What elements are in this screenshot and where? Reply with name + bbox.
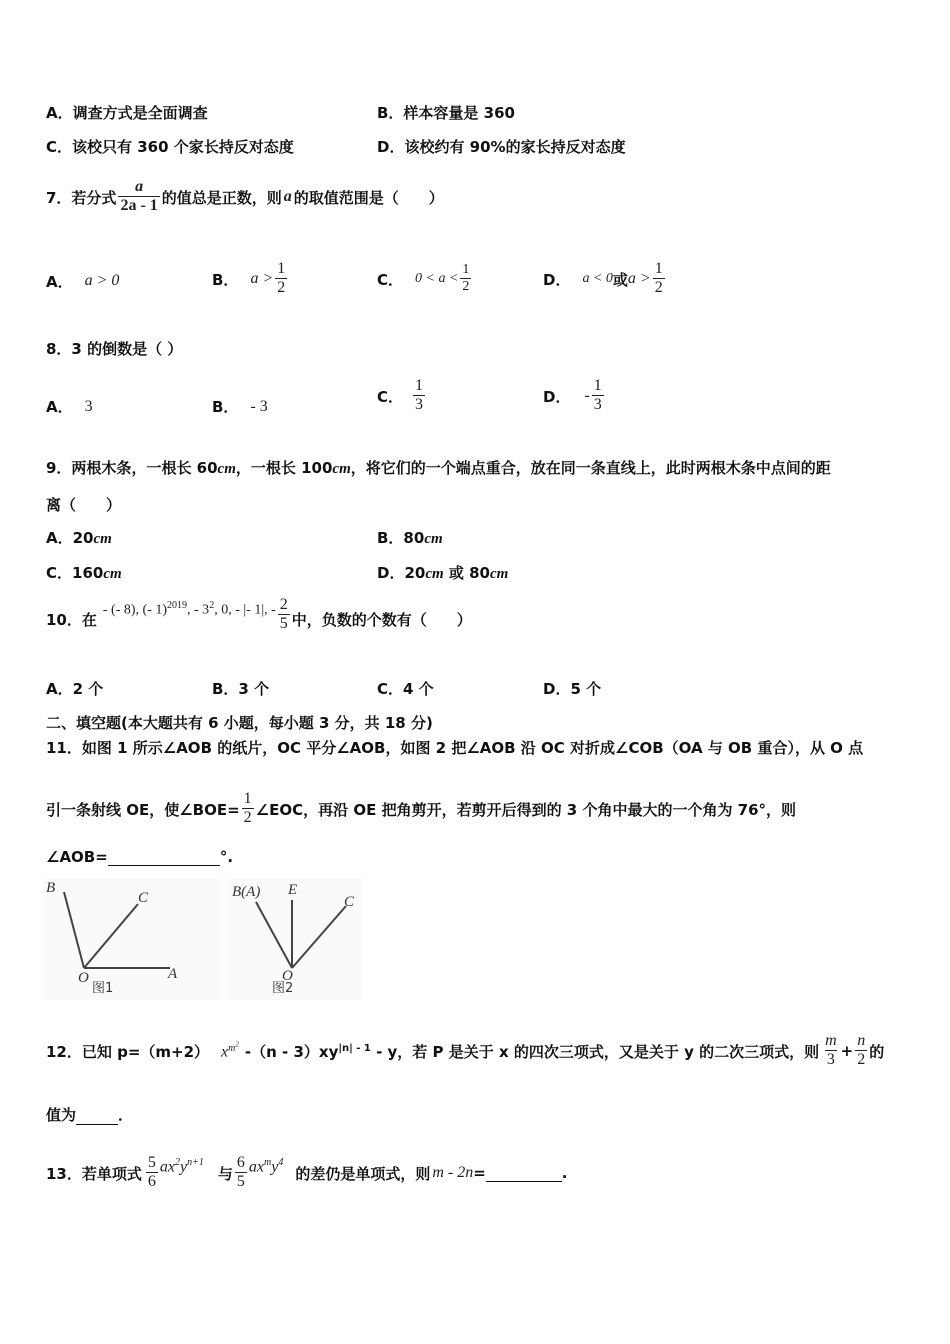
figure-2 xyxy=(228,878,362,1000)
q12-stem: 12．已知 p=（m+2） $x^{m^2}$ $-(n - 3)xy^{|n| - 1}$ - y，若 P 是关于 x 的四次三项式，又是关于 y 的二次三项式，则 $\frac{m}{3}$ + $\frac{n}{2}$ 的 xyxy=(46,1032,885,1068)
label-c: C xyxy=(344,894,355,910)
q10-option-c: C．4 个 xyxy=(377,680,434,698)
label-a: A xyxy=(168,966,178,982)
label-ba: B(A) xyxy=(232,884,261,900)
q8-stem: 8．3 的倒数是（ ） xyxy=(46,340,183,358)
q8-option-a: A． 3 xyxy=(46,397,93,416)
caption-fig1: 图1 xyxy=(92,981,114,996)
q11-stem-line2: 引一条射线 OE，使∠BOE= $\frac{1}{2}$ ∠EOC，再沿 OE 把角剪开，若剪开后得到的 3 个角中最大的一个角为 76°，则 xyxy=(46,790,797,826)
q9-stem-line1: 9．两根木条，一根长 60cm，一根长 100cm，将它们的一个端点重合，放在同一条直线上，此时两根木条中点间的距 xyxy=(46,459,831,477)
answer-blank[interactable] xyxy=(108,849,220,866)
q9-option-c: C．160cm xyxy=(46,564,122,582)
label-o: O xyxy=(282,968,293,984)
q6-option-c: C．该校只有 360 个家长持反对态度 xyxy=(46,138,294,156)
answer-blank[interactable] xyxy=(486,1165,562,1182)
q11-stem-line3: ∠AOB= °. xyxy=(46,848,234,866)
q7-fraction: $\frac{a}{2a - 1}$ xyxy=(120,178,158,214)
label-o: O xyxy=(78,970,89,986)
q6-option-b: B．样本容量是 360 xyxy=(377,104,515,122)
ray-ob xyxy=(256,902,292,968)
q10-option-b: B．3 个 xyxy=(212,680,270,698)
q11-stem-line1: 11．如图 1 所示∠AOB 的纸片，OC 平分∠AOB，如图 2 把∠AOB 沿 OC 对折成∠COB（OA 与 OB 重合），从 O 点 xyxy=(46,739,864,757)
ray-oc xyxy=(292,906,346,968)
q7-stem: 7．若分式 $\frac{a}{2a - 1}$ 的值总是正数，则 a 的取值范围是（ ） xyxy=(46,178,444,214)
q9-stem-line2: 离（ ） xyxy=(46,496,122,514)
caption-fig2: 图2 xyxy=(272,981,294,996)
q13-stem: 13．若单项式 $\frac{5}{6}$ $ax^2y^{n+1}$ 与 $\frac{6}{5}$ $ax^my^4$ 的差仍是单项式，则 m - 2n = . xyxy=(46,1154,568,1190)
ray-oc xyxy=(84,904,138,968)
figure-1 xyxy=(44,878,220,1000)
label-c: C xyxy=(138,890,149,906)
q8-option-d: D． - $\frac{1}{3}$ xyxy=(543,377,602,413)
q7-option-c: C． 0 < a < $\frac{1}{2}$ xyxy=(377,262,470,294)
q7-option-d: D． a < 0 或 a > $\frac{1}{2}$ xyxy=(543,260,663,296)
q8-option-c: C． $\frac{1}{3}$ xyxy=(377,377,424,413)
label-e: E xyxy=(288,882,298,898)
q10-option-d: D．5 个 xyxy=(543,680,602,698)
label-b: B xyxy=(46,880,56,896)
q8-option-b: B． - 3 xyxy=(212,397,268,416)
q10-option-a: A．2 个 xyxy=(46,680,104,698)
q7-option-b: B． a > $\frac{1}{2}$ xyxy=(212,260,286,296)
q9-option-b: B．80cm xyxy=(377,529,443,547)
ray-ob xyxy=(64,892,84,968)
q12-line2: 值为 ． xyxy=(46,1106,134,1124)
q6-option-d: D．该校约有 90%的家长持反对态度 xyxy=(377,138,626,156)
q9-option-a: A．20cm xyxy=(46,529,112,547)
q10-stem: 10．在 - (- 8), (- 1)$^{2019}$, - $3^2$, 0, - |- 1|, - $\frac{2}{5}$ 中，负数的个数有（ ） xyxy=(46,596,472,632)
q7-option-a: A． a > 0 xyxy=(46,272,120,291)
q9-option-d: D．20cm 或 80cm xyxy=(377,564,509,582)
answer-blank[interactable] xyxy=(76,1108,118,1125)
q6-option-a: A．调查方式是全面调查 xyxy=(46,104,208,122)
section-title: 二、填空题(本大题共有 6 小题，每小题 3 分，共 18 分) xyxy=(46,714,433,732)
